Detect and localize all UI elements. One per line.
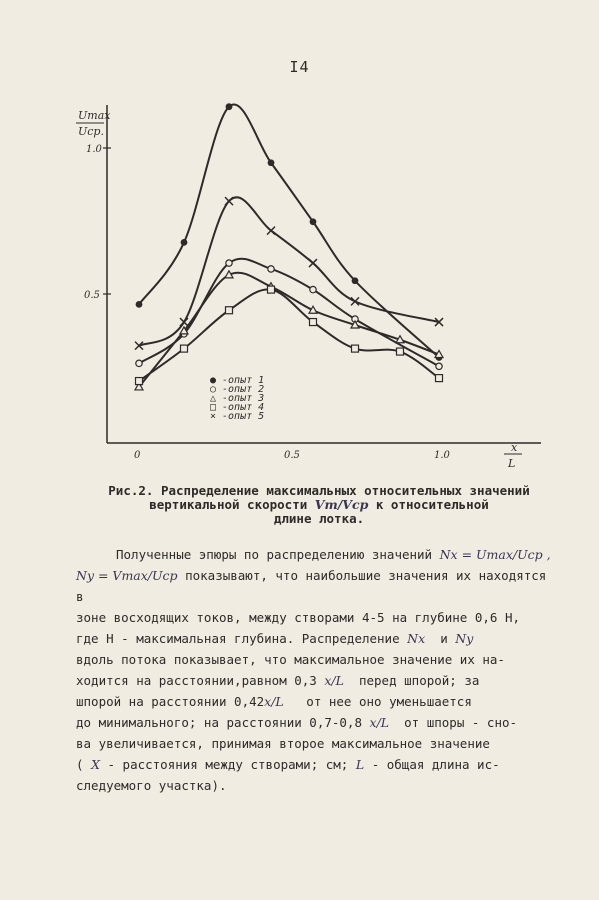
x-tick-label-0.5: 0.5 bbox=[284, 450, 300, 461]
series-4-point-6 bbox=[352, 345, 359, 352]
formula-nx: Nx = Umax/Ucp , bbox=[439, 547, 551, 562]
caption-line-1: Рис.2. Распределение максимальных относительных значений bbox=[108, 483, 530, 498]
series-4-point-8 bbox=[436, 375, 443, 382]
fraction-x-l-2: x/L bbox=[264, 694, 284, 709]
legend-label-3: опыт 3 bbox=[228, 393, 265, 404]
series-2-point-5 bbox=[310, 286, 316, 292]
series-5-point-3 bbox=[225, 197, 233, 205]
x-tick-label-1.0: 1.0 bbox=[434, 450, 450, 461]
series-5-point-5 bbox=[309, 259, 317, 267]
text-line-1 bbox=[76, 544, 554, 565]
x-label-top: x bbox=[511, 441, 518, 454]
fraction-x-l-1: x/L bbox=[324, 673, 344, 688]
series-1-point-1 bbox=[136, 301, 143, 308]
series-4-point-5 bbox=[310, 319, 317, 326]
series-4-point-2 bbox=[181, 345, 188, 352]
series-2-point-7 bbox=[436, 363, 442, 369]
symbol-x: X bbox=[91, 757, 100, 772]
text-line-10 bbox=[76, 754, 554, 775]
text-l7b: от нее оно уменьшается bbox=[306, 694, 472, 709]
series-4-point-1 bbox=[136, 378, 143, 385]
series-4-point-4 bbox=[268, 286, 275, 293]
page-number: I4 bbox=[289, 58, 310, 76]
y-tick-label-1.0: 1.0 bbox=[86, 144, 102, 155]
caption-formula: Vm/Vcp bbox=[314, 497, 369, 512]
figure-caption bbox=[84, 484, 554, 526]
text-l10b: - расстояния между створами; см; bbox=[107, 757, 349, 772]
text-l8b: от шпоры - сно- bbox=[404, 715, 518, 730]
formula-ny-short: Ny bbox=[455, 631, 474, 646]
formula-ny: Ny = Vmax/Ucp bbox=[76, 568, 178, 583]
text-l1a: Полученные эпюры по распределению значений bbox=[116, 547, 433, 562]
series-1-point-3 bbox=[226, 103, 233, 110]
legend-label-1: опыт 1 bbox=[228, 375, 265, 386]
text-l6a: ходится на расстоянии,равном 0,3 bbox=[76, 673, 317, 688]
x-tick-label-0: 0 bbox=[134, 450, 141, 461]
series-line-1 bbox=[139, 104, 439, 357]
series-1-point-4 bbox=[268, 159, 275, 166]
chart-axes bbox=[103, 105, 541, 443]
text-line-9: ва увеличивается, принимая второе максимальное значение bbox=[76, 736, 490, 751]
caption-line-2a: вертикальной скорости bbox=[149, 497, 308, 512]
caption-line-3: длине лотка. bbox=[273, 511, 365, 526]
legend-label-4: опыт 4 bbox=[228, 402, 265, 413]
fraction-x-l-3: x/L bbox=[369, 715, 390, 730]
chart-legend bbox=[210, 376, 264, 421]
caption-line-2b: к относительной bbox=[375, 497, 489, 512]
body-paragraph bbox=[76, 544, 554, 796]
formula-nx-short: Nx bbox=[407, 631, 426, 646]
series-1-point-5 bbox=[310, 218, 317, 225]
cross-icon: × bbox=[210, 411, 217, 422]
series-line-5 bbox=[139, 197, 439, 345]
series-4-point-7 bbox=[397, 348, 404, 355]
series-5-point-4 bbox=[267, 227, 275, 235]
series-4-point-3 bbox=[226, 307, 233, 314]
legend-label-5: опыт 5 bbox=[228, 411, 265, 422]
series-5-point-2 bbox=[180, 318, 188, 326]
text-line-11: следуемого участка). bbox=[76, 778, 227, 793]
filled-circle-icon: ● bbox=[210, 375, 217, 386]
symbol-l: L bbox=[355, 757, 365, 772]
circle-icon: ○ bbox=[210, 384, 217, 395]
square-icon: □ bbox=[210, 402, 217, 413]
text-l10a: ( bbox=[76, 757, 84, 772]
legend-label-2: опыт 2 bbox=[228, 384, 265, 395]
text-l4a: где Н - максимальная глубина. Распределение bbox=[76, 631, 400, 646]
text-line-5: вдоль потока показывает, что максимальное значение их на- bbox=[76, 652, 505, 667]
x-label-bottom: L bbox=[508, 457, 516, 470]
legend-item-2: ○ -опыт 2 bbox=[210, 384, 265, 395]
text-l4b: и bbox=[440, 631, 448, 646]
series-1-point-6 bbox=[352, 277, 359, 284]
y-tick-label-0.5: 0.5 bbox=[84, 290, 100, 301]
text-line-3: зоне восходящих токов, между створами 4-5 на глубине 0,6 Н, bbox=[76, 610, 521, 625]
text-l10c: - общая длина ис- bbox=[371, 757, 500, 772]
y-label-bottom: Ucp. bbox=[78, 125, 104, 138]
text-l7a: шпорой на расстоянии 0,42 bbox=[76, 694, 265, 709]
text-line-4 bbox=[76, 628, 554, 649]
series-1-point-2 bbox=[181, 239, 188, 246]
legend-item-1: ● -опыт 1 bbox=[210, 375, 265, 386]
series-2-point-3 bbox=[226, 260, 232, 266]
triangle-icon: △ bbox=[210, 393, 217, 404]
series-2-point-4 bbox=[268, 266, 274, 272]
text-line-8 bbox=[76, 712, 554, 733]
text-l6b: перед шпорой; за bbox=[358, 673, 480, 688]
text-l8a: до минимального; на расстоянии 0,7-0,8 bbox=[76, 715, 362, 730]
legend-item-3: △ -опыт 3 bbox=[210, 393, 265, 404]
text-line-2 bbox=[76, 565, 554, 607]
legend-item-4: □ -опыт 4 bbox=[210, 402, 265, 413]
text-line-7 bbox=[76, 691, 554, 712]
text-line-6 bbox=[76, 670, 554, 691]
y-label-top: Umax bbox=[78, 109, 111, 122]
caption-line-2 bbox=[84, 498, 554, 512]
series-5-point-6 bbox=[351, 297, 359, 305]
legend-item-5: × -опыт 5 bbox=[210, 411, 265, 422]
series-2-point-1 bbox=[136, 360, 142, 366]
text-l2a: показывают, что наибольшие значения их находятся в bbox=[76, 568, 547, 604]
